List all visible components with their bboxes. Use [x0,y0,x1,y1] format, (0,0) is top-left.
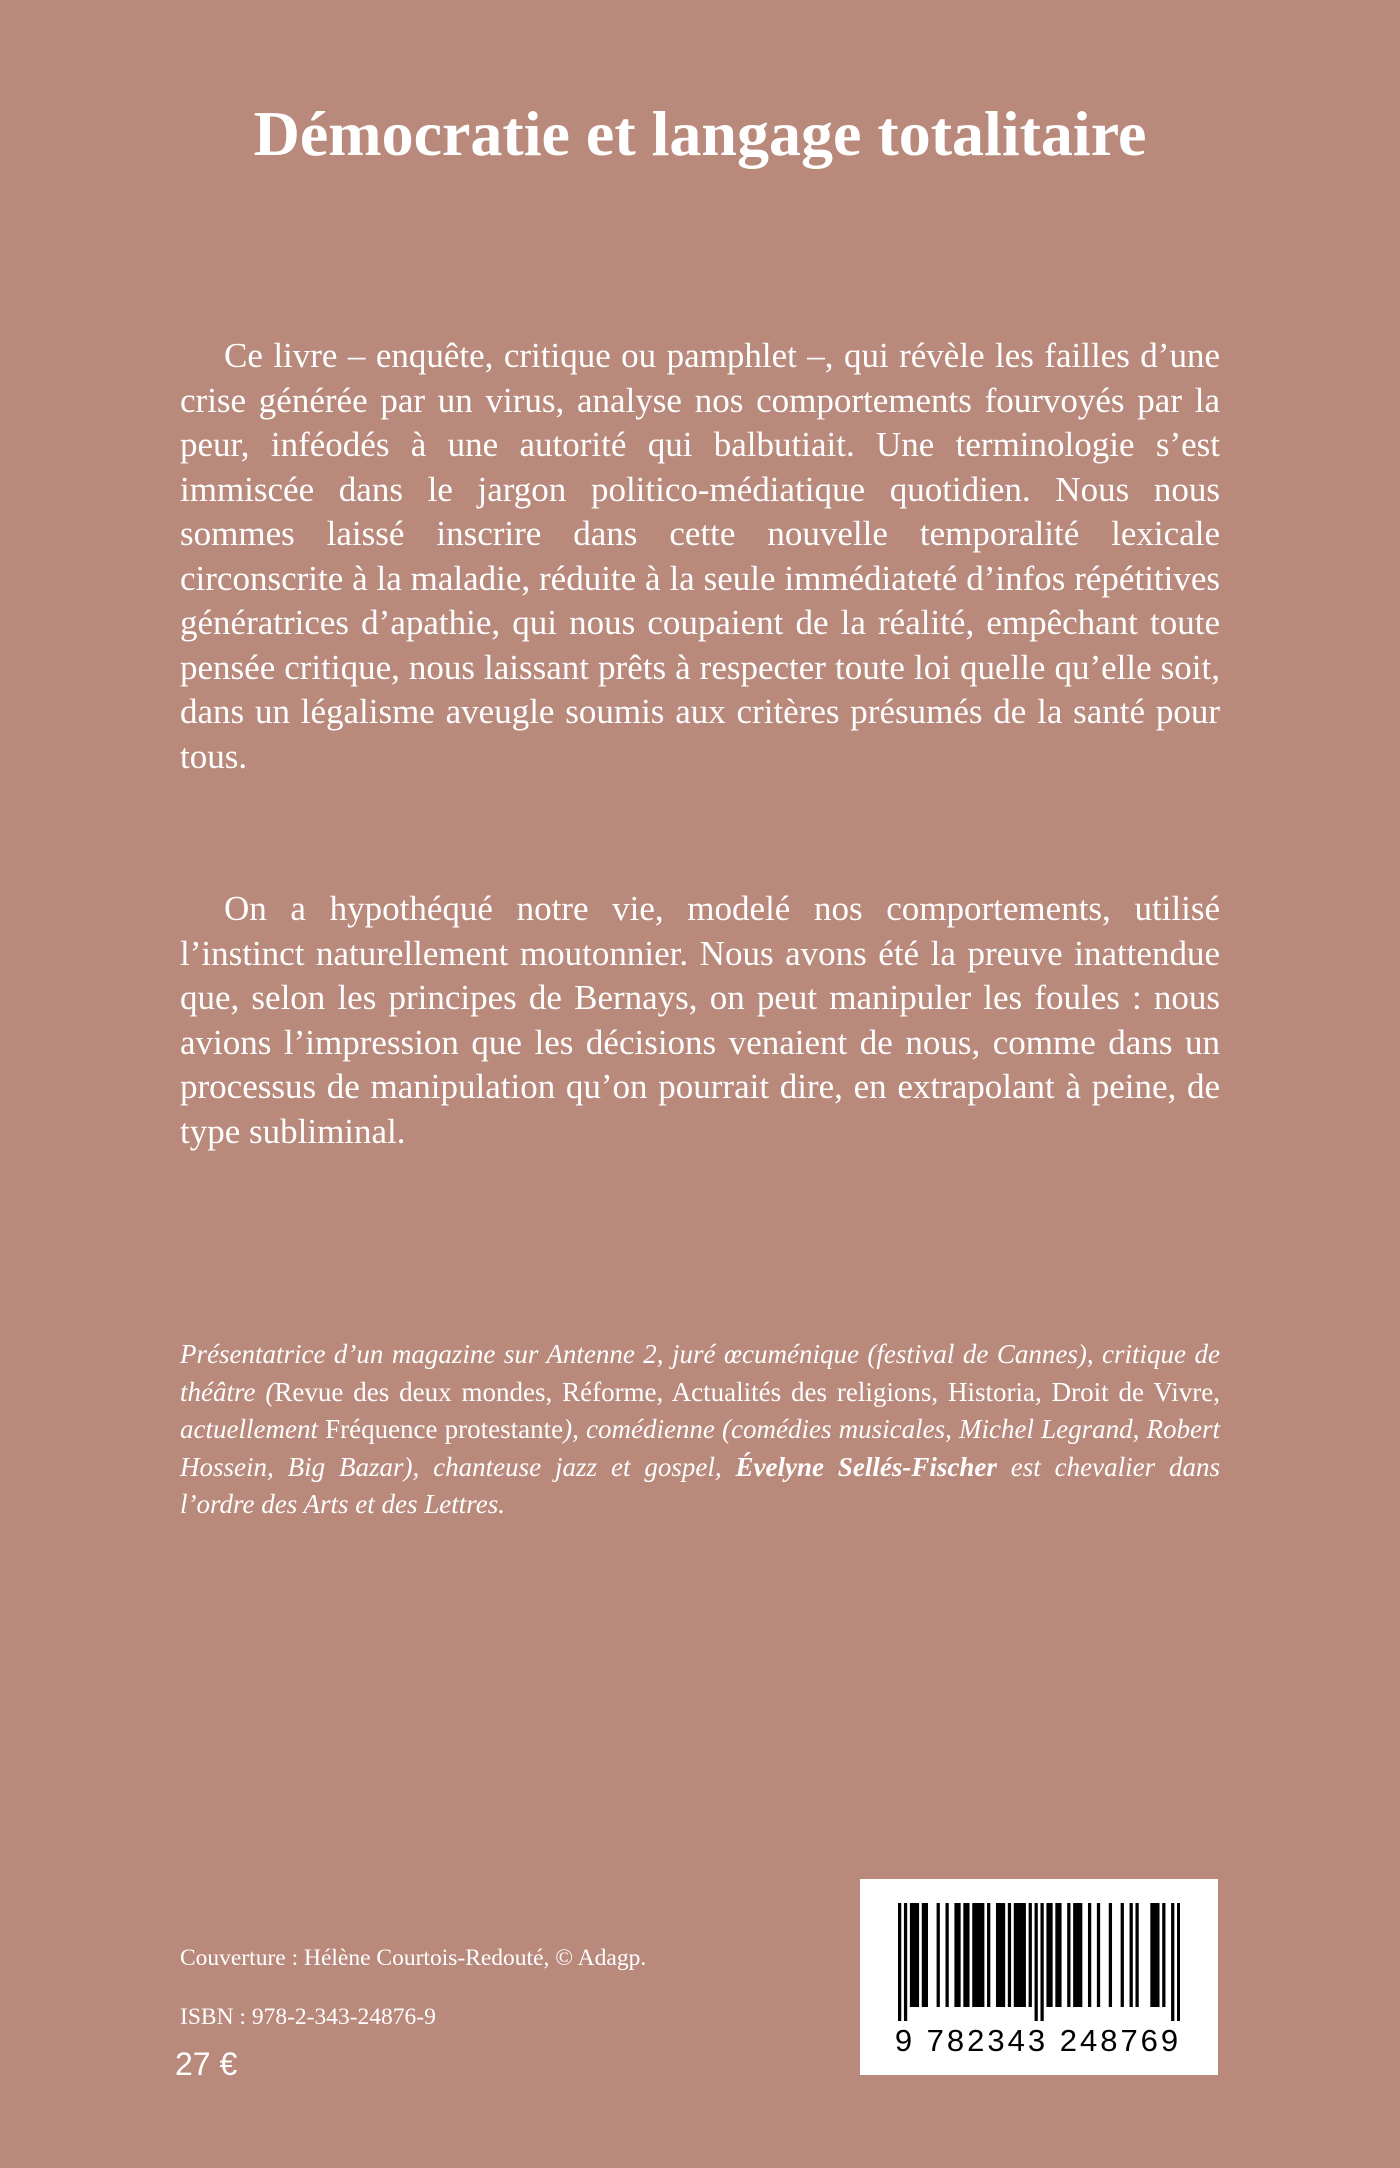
barcode-bar [1150,1903,1153,2007]
barcode-bar [978,1903,981,2007]
barcode-bar [1130,1903,1133,2007]
barcode-bar [987,1903,990,2007]
barcode-bar [1046,1903,1049,2007]
bio-part-5: ), comédienne (comédies musicales, Michel Legrand, Robert Hossein, Big Bazar), chanteuse jazz et gospel, [180,1414,1220,1482]
barcode-bar [1058,1903,1061,2007]
barcode-bar [1023,1903,1026,2007]
isbn: ISBN : 978-2-343-24876-9 [180,2004,436,2030]
bio-part-2: Revue des deux mondes, Réforme, Actualités des religions, Historia, Droit de Vivre, [274,1376,1221,1407]
barcode-bar [981,1903,984,2007]
barcode-bar [999,1903,1002,2007]
barcode-bar [1156,1903,1159,2007]
barcode-bar [1076,1903,1079,2007]
barcode-bar [1073,1903,1076,2007]
barcode-bar [1049,1903,1052,2007]
barcode-bar [1171,1903,1174,2021]
barcode-bar [898,1903,901,2021]
barcode-bar [972,1903,975,2007]
summary-paragraph-2: On a hypothéqué notre vie, modelé nos comportements, utilisé l’instinct naturellement moutonnier. Nous avons été la preuve inattendue que, selon les principes de Bernays, on peut manipuler les foules : nous avions l’impression que les décisions venaient de nous, comme dans un processus de manipulation qu’on pourrait dire, en extrapolant à peine, de type subliminal. [180,889,1220,1151]
barcode-bar [1029,1903,1032,2007]
summary-paragraph-1: Ce livre – enquête, critique ou pamphlet –, qui révèle les failles d’une crise générée par un virus, analyse nos comportements fourvoyés par la peur, inféodés à une autorité qui balbutiait. Une terminologie s’est immiscée dans le jargon politico-médiatique quotidien. Nous nous sommes laissé inscrire dans cette nouvelle temporalité lexicale circonscrite à la maladie, réduite à la seule immédiateté d’infos répétitives génératrices d’apathie, qui nous coupaient de la réalité, empêchant toute pensée critique, nous laissant prêts à respecter toute loi quelle qu’elle soit, dans un légalisme aveugle soumis aux critères présumés de la santé pour tous. [180,336,1220,776]
barcode-bar [1002,1903,1005,2007]
barcode-bar [1067,1903,1070,2007]
barcode-bar [1055,1903,1058,2007]
barcode-bar [1020,1903,1023,2007]
barcode-bar [916,1903,919,2007]
barcode-bar [925,1903,928,2007]
barcode-bar [1079,1903,1082,2007]
barcode-digits: 9 782343 248769 [894,2023,1182,2058]
price: 27 € [175,2046,238,2082]
bio-part-6: est chevalier dans l’ordre des Arts et des Lettres. [180,1451,1220,1519]
barcode-bar [1109,1903,1112,2007]
barcode-bar [957,1903,960,2007]
author-name: Évelyne Sellés-Fischer [735,1451,997,1482]
barcode-box [860,1879,1218,2075]
ean13-barcode-icon [898,1903,1180,2021]
book-title: Démocratie et langage totalitaire [253,98,1147,169]
bio-part-4: Fréquence protestante [325,1414,564,1444]
barcode-bar [1135,1903,1138,2007]
barcode-bar [1153,1903,1156,2007]
cover-credit: Couverture : Hélène Courtois-Redouté, © Adagp. [180,1945,647,1971]
barcode-bar [945,1903,948,2007]
barcode-bar [1162,1903,1165,2007]
barcode-bar [966,1903,969,2007]
barcode-bar [904,1903,907,2021]
barcode-bar [913,1903,916,2007]
barcode-bar [1040,1903,1043,2021]
barcode-bar [937,1903,940,2007]
bio-part-1: Présentatrice d’un magazine sur Antenne 2, juré œcuménique (festival de Cannes), critique de théâtre ( [180,1339,1220,1407]
barcode-bar [996,1903,999,2007]
barcode-bar [1177,1903,1180,2021]
barcode-bar [1008,1903,1011,2007]
author-bio [180,1336,1220,1524]
bio-part-3: actuellement [180,1414,326,1444]
barcode-bar [954,1903,957,2007]
barcode-bar [1121,1903,1124,2007]
barcode-bar [1035,1903,1038,2021]
barcode-bar [1014,1903,1017,2007]
barcode-bar [922,1903,925,2007]
barcode-bar [1088,1903,1091,2007]
barcode-bar [910,1903,913,2007]
barcode-bar [963,1903,966,2007]
barcode-bar [1017,1903,1020,2007]
barcode-bar [975,1903,978,2007]
barcode-bar [1097,1903,1100,2007]
